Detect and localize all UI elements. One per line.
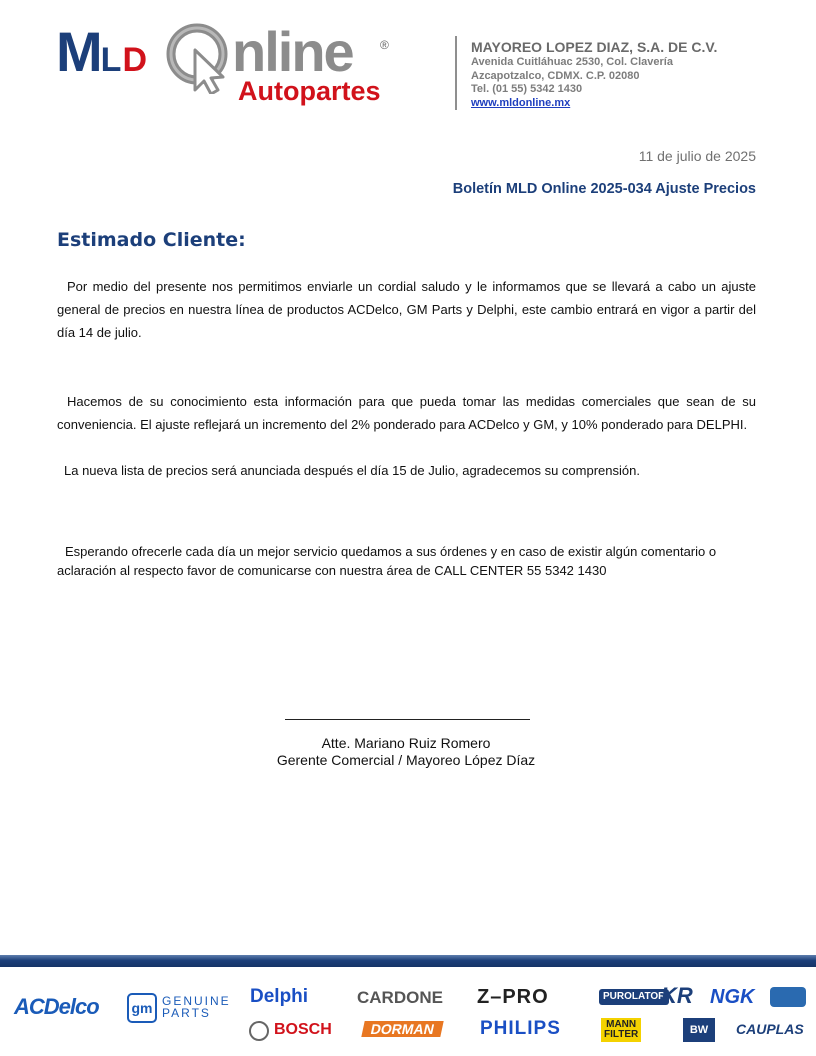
address-line-1: Avenida Cuitláhuac 2530, Col. Clavería — [471, 56, 673, 68]
brand-gm-text-2: PARTS — [162, 1006, 211, 1020]
brand-dorman: DORMAN — [361, 1021, 443, 1037]
address-line-2: Azcapotzalco, CDMX. C.P. 02080 — [471, 69, 640, 82]
logo-mld — [56, 20, 148, 83]
brand-gm-text-1: GENUINE — [162, 994, 231, 1008]
company-info — [471, 38, 717, 110]
greeting: Estimado Cliente: — [57, 229, 246, 251]
brand-shield-icon — [770, 987, 806, 1007]
brand-mann-text-1: MANN — [606, 1019, 637, 1030]
signature-line — [285, 719, 530, 720]
logo-cursor-icon — [165, 20, 239, 94]
logo-letter-m: M — [56, 20, 101, 83]
footer-bar — [0, 955, 816, 967]
paragraph-4: Esperando ofrecerle cada día un mejor servicio quedamos a sus órdenes y en caso de existir algún comentario o aclaración al respecto favor de comunicarse con nuestra área de CALL CENTER 55 5342 1430 — [57, 544, 717, 578]
paragraph-2: Hacemos de su conocimiento esta información para que pueda tomar las medidas comerciales que sean de su conveniencia. El ajuste reflejará un incremento del 2% ponderado para ACDelco y GM, y 10% ponderado para DELPHI. — [57, 394, 756, 432]
brand-philips: PHILIPS — [480, 1018, 561, 1039]
phone-number: Tel. (01 55) 5342 1430 — [471, 83, 583, 95]
signature-role: Gerente Comercial / Mayoreo López Díaz — [276, 752, 536, 768]
brand-gm-genuine-parts — [162, 995, 231, 1019]
header-divider — [455, 36, 457, 110]
paragraph-1: Por medio del presente nos permitimos enviarle un cordial saludo y le informamos que se llevará a cabo un ajuste general de precios en nuestra línea de productos ACDelco, GM Parts y Delphi, este cambio entrará en vigor a partir del día 14 de julio. — [57, 279, 756, 340]
website-link[interactable]: www.mldonline.mx — [471, 96, 571, 109]
logo-online: nline — [232, 20, 353, 83]
brand-gm-mark: gm — [127, 993, 157, 1023]
brand-cardone: CARDONE — [357, 988, 443, 1007]
brand-bosch: BOSCH — [274, 1021, 332, 1038]
footer-brand-logos — [0, 967, 816, 1056]
brand-cauplas: CAUPLAS — [736, 1021, 804, 1037]
company-name: MAYOREO LOPEZ DIAZ, S.A. DE C.V. — [471, 39, 718, 55]
brand-kr: KR — [661, 983, 693, 1008]
logo-registered-mark: ® — [380, 38, 389, 52]
bosch-icon — [249, 1021, 269, 1041]
letter-date: 11 de julio de 2025 — [638, 148, 756, 164]
brand-mann-filter — [601, 1018, 641, 1042]
logo-letter-l: L — [100, 41, 123, 79]
brand-delphi: Delphi — [250, 986, 309, 1007]
brand-mann-text-2: FILTER — [604, 1029, 639, 1040]
bulletin-title: Boletín MLD Online 2025-034 Ajuste Precios — [452, 181, 756, 197]
logo-autopartes: Autopartes — [238, 76, 381, 106]
brand-bw: BW — [683, 1018, 715, 1042]
brand-zpro: Z–PRO — [477, 986, 549, 1008]
paragraph-3: La nueva lista de precios será anunciada después el día 15 de Julio, agradecemos su comprensión. — [64, 463, 640, 478]
brand-ngk: NGK — [710, 986, 755, 1008]
brand-acdelco: ACDelco — [14, 994, 99, 1019]
logo-letter-d: D — [122, 41, 148, 79]
brand-purolator: PUROLATOR — [599, 989, 669, 1005]
signature-name: Atte. Mariano Ruiz Romero — [321, 735, 491, 751]
